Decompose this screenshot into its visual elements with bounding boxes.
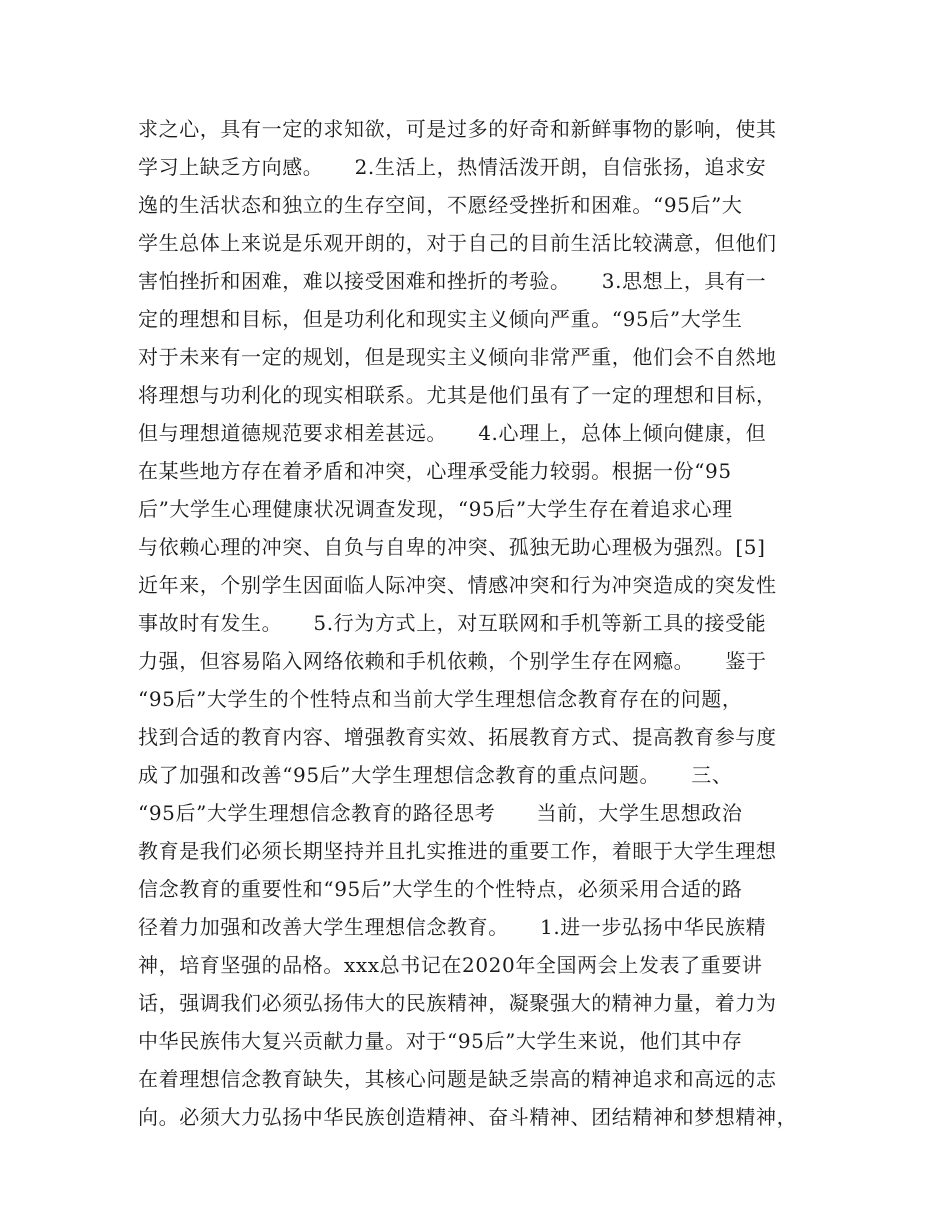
text-line: 将理想与功利化的现实相联系。尤其是他们虽有了一定的理想和目标， (138, 383, 777, 407)
text-line: “95后”大学生理想信念教育的路径思考 当前，大学生思想政治 (138, 801, 743, 825)
text-line: 找到合适的教育内容、增强教育实效、拓展教育方式、提高教育参与度 (138, 725, 777, 749)
text-line: 求之心，具有一定的求知欲，可是过多的好奇和新鲜事物的影响，使其 (138, 117, 777, 141)
text-line: 在着理想信念教育缺失，其核心问题是缺乏崇高的精神追求和高远的志 (138, 1067, 777, 1091)
text-line: 学习上缺乏方向感。 2.生活上，热情活泼开朗，自信张扬，追求安 (138, 155, 767, 179)
text-line: 后”大学生心理健康状况调查发现，“95后”大学生存在着追求心理 (138, 497, 733, 521)
text-line: “95后”大学生的个性特点和当前大学生理想信念教育存在的问题， (138, 687, 743, 711)
text-line: 向。必须大力弘扬中华民族创造精神、奋斗精神、团结精神和梦想精神， (138, 1105, 798, 1129)
body-text (138, 110, 828, 1136)
text-line: 教育是我们必须长期坚持并且扎实推进的重要工作，着眼于大学生理想 (138, 839, 777, 863)
text-line: 中华民族伟大复兴贡献力量。对于“95后”大学生来说，他们其中存 (138, 1029, 743, 1053)
text-line: 力强，但容易陷入网络依赖和手机依赖，个别学生存在网瘾。 鉴于 (138, 649, 767, 673)
text-line: 学生总体上来说是乐观开朗的，对于自己的目前生活比较满意，但他们 (138, 231, 777, 255)
text-line: 信念教育的重要性和“95后”大学生的个性特点，必须采用合适的路 (138, 877, 743, 901)
text-line: 对于未来有一定的规划，但是现实主义倾向非常严重，他们会不自然地 (138, 345, 777, 369)
text-line: 害怕挫折和困难，难以接受困难和挫折的考验。 3.思想上，具有一 (138, 269, 767, 293)
text-line: 话，强调我们必须弘扬伟大的民族精神，凝聚强大的精神力量，着力为 (138, 991, 777, 1015)
text-line: 成了加强和改善“95后”大学生理想信念教育的重点问题。 三、 (138, 763, 733, 787)
text-line: 与依赖心理的冲突、自负与自卑的冲突、孤独无助心理极为强烈。[5] (138, 535, 766, 559)
text-line: 在某些地方存在着矛盾和冲突，心理承受能力较弱。根据一份“95 (138, 459, 732, 483)
text-line: 径着力加强和改善大学生理想信念教育。 1.进一步弘扬中华民族精 (138, 915, 767, 939)
text-line: 神，培育坚强的品格。xxx总书记在2020年全国两会上发表了重要讲 (138, 953, 763, 977)
text-line: 事故时有发生。 5.行为方式上，对互联网和手机等新工具的接受能 (138, 611, 767, 635)
text-line: 逸的生活状态和独立的生存空间，不愿经受挫折和困难。“95后”大 (138, 193, 743, 217)
text-line: 近年来，个别学生因面临人际冲突、情感冲突和行为冲突造成的突发性 (138, 573, 777, 597)
text-line: 但与理想道德规范要求相差甚远。 4.心理上，总体上倾向健康，但 (138, 421, 767, 445)
text-line: 定的理想和目标，但是功利化和现实主义倾向严重。“95后”大学生 (138, 307, 743, 331)
